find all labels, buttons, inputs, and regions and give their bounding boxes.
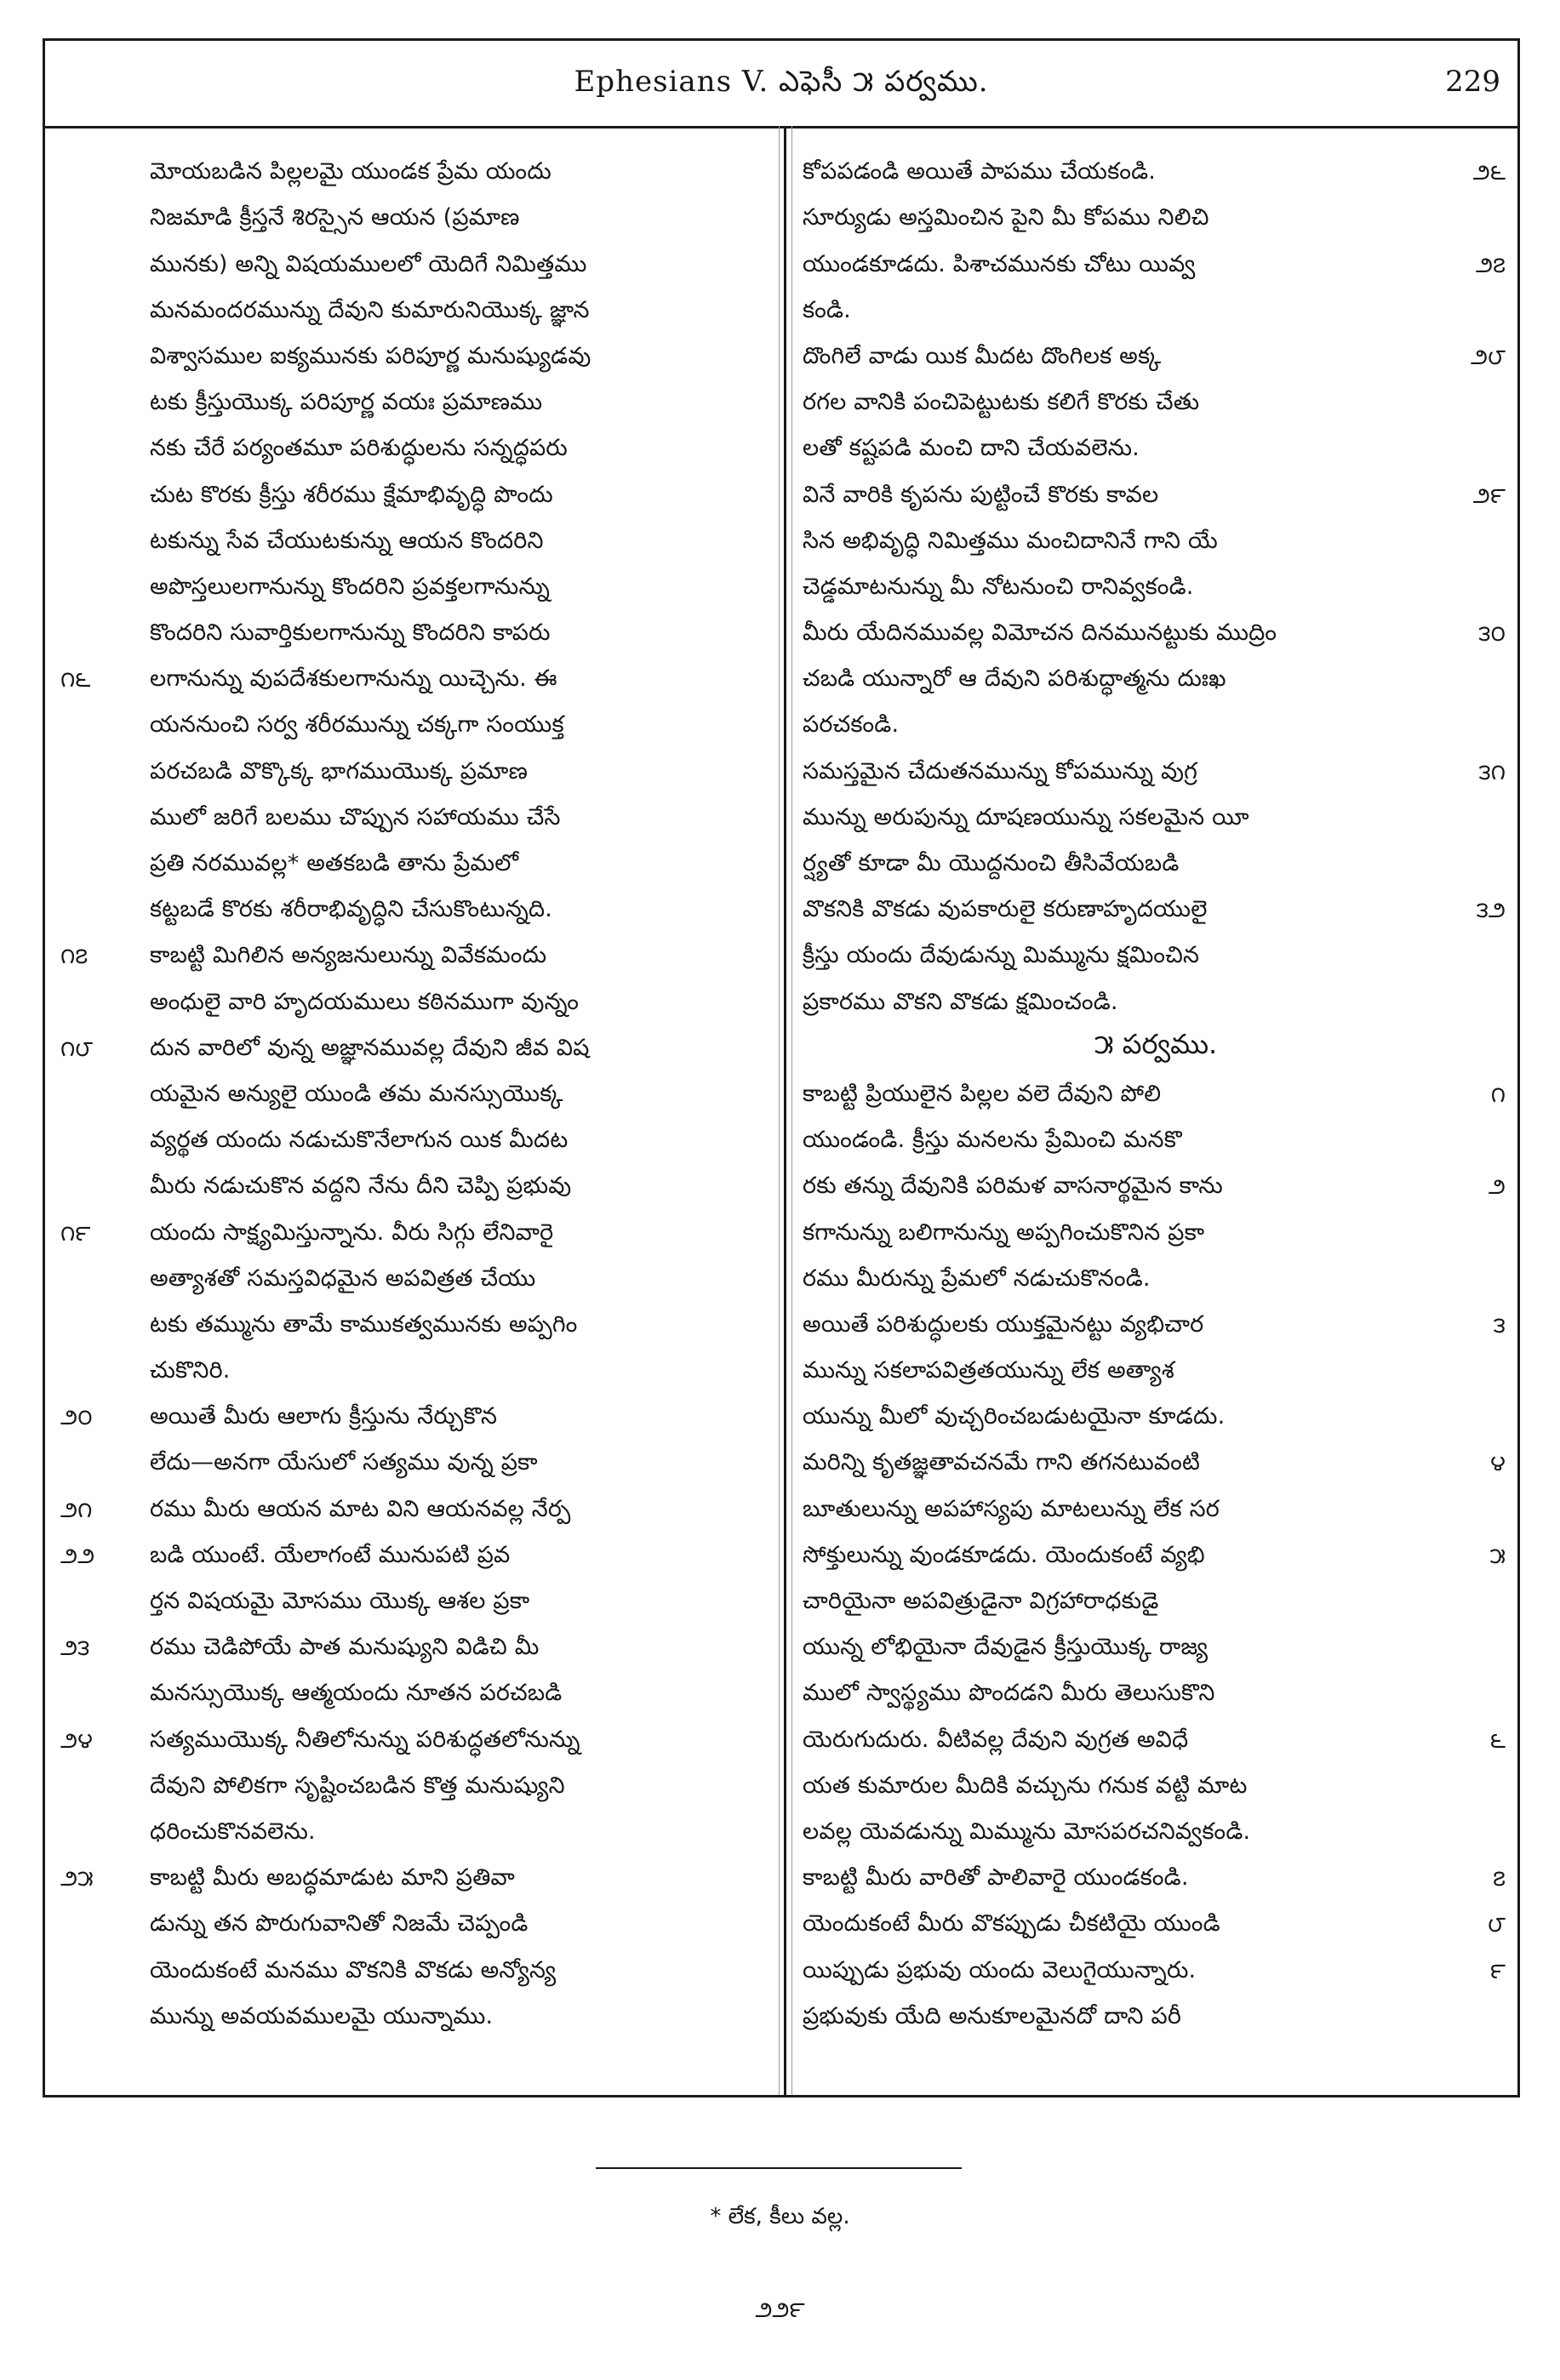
text-line — [57, 1067, 772, 1113]
text-line — [803, 191, 1509, 237]
text-line — [803, 145, 1509, 191]
line-text: అయితే మీరు ఆలాగు క్రీస్తును నేర్చుకొన — [150, 1403, 498, 1430]
verse-number: ౨౨ — [60, 1543, 95, 1569]
line-text: దేవుని పోలికగా సృష్టించబడిన కొత్త మనుష్యుని — [150, 1772, 565, 1799]
text-line — [803, 1252, 1509, 1298]
text-line — [57, 1528, 772, 1574]
line-text: టకున్ను సేవ చేయుటకున్ను ఆయన కొందరిని — [150, 527, 544, 554]
verse-number: ౨౭ — [1476, 252, 1506, 278]
text-line — [57, 1298, 772, 1344]
text-line — [803, 283, 1509, 329]
verse-number: ౩౦ — [1478, 621, 1506, 648]
text-line — [57, 1759, 772, 1805]
text-line — [803, 1666, 1509, 1712]
text-line — [803, 421, 1509, 467]
text-line — [803, 1759, 1509, 1805]
line-text: మోయబడిన పిల్లలమై యుండక ప్రేమ యందు — [150, 158, 551, 185]
line-text: సిన అభివృద్ధి నిమిత్తము మంచిదానినే గాని యే — [803, 527, 1218, 554]
line-text: రకు తన్ను దేవునికి పరిమళ వాసనార్థమైన కాను — [803, 1173, 1223, 1200]
line-text: అంధులై వారి హృదయములు కఠినముగా వున్నం — [150, 988, 580, 1015]
text-line — [803, 329, 1509, 375]
line-text: ప్రభువుకు యేది అనుకూలమైనదో దాని పరీ — [803, 2002, 1182, 2029]
line-text: మనస్సుయొక్క ఆత్మయందు నూతన పరచబడి — [150, 1680, 563, 1707]
verse-number: ౨౦ — [60, 1405, 93, 1431]
line-text: చబడి యున్నారో ఆ దేవుని పరిశుద్ధాత్మను దుఃఖ — [803, 665, 1226, 693]
verse-number: ౫ — [1489, 1543, 1506, 1569]
line-text: సత్యముయొక్క నీతిలోనున్ను పరిశుద్ధతలోనున్ను — [150, 1726, 580, 1753]
line-text: అత్యాశతో సమస్తవిధమైన అపవిత్రత చేయు — [150, 1264, 536, 1292]
verse-number: ౨౩ — [60, 1635, 90, 1662]
text-line — [57, 606, 772, 652]
text-line — [57, 1481, 772, 1527]
text-line — [803, 1067, 1509, 1113]
verse-number: ౮ — [1488, 1912, 1506, 1938]
text-line — [803, 1435, 1509, 1481]
text-line — [803, 1205, 1509, 1251]
page-header — [45, 41, 1517, 128]
line-text: ములో జరిగే బలము చొప్పున సహాయము చేసే — [150, 803, 561, 830]
line-text: లతో కష్టపడి మంచి దాని చేయవలెను. — [803, 435, 1140, 462]
text-line — [57, 790, 772, 836]
line-text: కొందరిని సువార్తికులగానున్ను కొందరిని కాపరు — [150, 619, 551, 647]
verse-number: ౧౭ — [60, 944, 89, 970]
text-line — [57, 1252, 772, 1298]
line-text: టకు తమ్మును తామే కాముకత్వమునకు అప్పగిం — [150, 1310, 578, 1338]
text-line — [803, 1620, 1509, 1666]
text-line — [57, 1344, 772, 1390]
text-line — [57, 836, 772, 882]
line-text: కాబట్టి మీరు అబద్ధమాడుట మాని ప్రతివా — [150, 1864, 516, 1892]
text-line — [803, 514, 1509, 560]
line-text: యుండకూడదు. పిశాచమునకు చోటు యివ్వ — [803, 250, 1196, 277]
text-line — [803, 375, 1509, 421]
line-text: సూర్యుడు అస్తమించిన పైని మీ కోపము నిలిచి — [803, 204, 1209, 231]
verse-number: ౩ — [1493, 1312, 1506, 1338]
text-line — [803, 1298, 1509, 1344]
line-text: ములో స్వాస్థ్యము పొందడని మీరు తెలుసుకొని — [803, 1680, 1215, 1707]
text-line — [57, 1435, 772, 1481]
running-title: Ephesians V. ఎఫెసీ ౫ పర్వము. — [574, 65, 989, 99]
line-text: బడి యుంటే. యేలాగంటే మునుపటి ప్రవ — [150, 1541, 511, 1568]
text-line — [803, 1943, 1509, 1989]
text-line — [803, 1712, 1509, 1758]
left-column — [57, 145, 772, 2035]
line-text: కండి. — [803, 296, 851, 323]
text-line — [57, 1897, 772, 1943]
verse-number: ౭ — [1493, 1866, 1506, 1892]
line-text: కాబట్టి ప్రియులైన పిల్లల వలె దేవుని పోలి — [803, 1080, 1162, 1107]
text-line — [57, 652, 772, 698]
column-divider — [784, 126, 786, 2095]
line-text: పరచబడి వొక్కొక్క భాగముయొక్క ప్రమాణ — [150, 757, 529, 785]
right-column — [803, 145, 1509, 2035]
text-line — [803, 1344, 1509, 1390]
text-line — [57, 421, 772, 467]
verse-number: ౨౪ — [60, 1727, 93, 1754]
text-line — [803, 744, 1509, 790]
line-text: కగానున్ను బలిగానున్ను అప్పగించుకొనిన ప్రకా — [803, 1219, 1205, 1246]
line-text: దొంగిలే వాడు యిక మీదట దొంగిలక అక్క — [803, 342, 1162, 369]
text-line — [57, 1989, 772, 2035]
line-text: ర్ష్యతో కూడా మీ యొద్దనుంచి తీసివేయబడి — [803, 850, 1180, 876]
text-line — [803, 467, 1509, 513]
verse-number: ౯ — [1489, 1958, 1506, 1984]
line-text: యెందుకంటే మీరు వొకప్పుడు చీకటియై యుండి — [803, 1910, 1220, 1938]
text-line — [57, 560, 772, 606]
line-text: ర్తన విషయమై మోసము యొక్క ఆశల ప్రకా — [150, 1588, 530, 1614]
footnote-rule — [596, 2167, 962, 2169]
verse-number: ౧౬ — [60, 667, 91, 693]
line-text: మీరు నడుచుకొన వద్దని నేను దీని చెప్పి ప్రభువు — [150, 1173, 572, 1200]
line-text: పరచకండి. — [803, 711, 900, 739]
verse-number: ౩౧ — [1478, 759, 1506, 785]
line-text: యిప్పుడు ప్రభువు యందు వెలుగైయున్నారు. — [803, 1956, 1197, 1983]
text-line — [803, 1851, 1509, 1897]
text-line — [803, 1390, 1509, 1435]
text-line — [803, 974, 1509, 1020]
verse-number: ౩౨ — [1476, 898, 1506, 924]
text-line — [57, 329, 772, 375]
text-line — [803, 836, 1509, 882]
line-text: రము మీరు ఆయన మాట విని ఆయనవల్ల నేర్ప — [150, 1495, 571, 1522]
text-line — [57, 698, 772, 744]
verse-number: ౬ — [1489, 1727, 1506, 1754]
text-line — [803, 882, 1509, 928]
line-text: యత కుమారుల మీదికి వచ్చును గనుక వట్టి మాట — [803, 1772, 1248, 1799]
line-text: చుకొనిరి. — [150, 1357, 231, 1384]
text-line — [57, 514, 772, 560]
text-line — [57, 1574, 772, 1620]
line-text: మున్ను సకలాపవిత్రతయున్ను లేక అత్యాశ — [803, 1357, 1174, 1384]
line-text: మున్ను అరుపున్ను దూషణయున్ను సకలమైన యీ — [803, 803, 1249, 830]
text-line — [57, 191, 772, 237]
text-line — [803, 560, 1509, 606]
line-text: సోక్తులున్ను వుండకూడదు. యెందుకంటే వ్యభి — [803, 1541, 1205, 1568]
line-text: కాబట్టి మిగిలిన అన్యజనులున్ను వివేకమందు — [150, 942, 547, 969]
line-text: కట్టబడే కొరకు శరీరాభివృద్ధిని చేసుకొంటున్నది. — [150, 896, 553, 923]
line-text: సమస్తమైన చేదుతనమున్ను కోపమున్ను వుగ్ర — [803, 757, 1198, 785]
column-rule-right — [791, 126, 792, 2095]
verse-number: ౨ — [1488, 1174, 1506, 1201]
line-text: నకు చేరే పర్యంతమూ పరిశుద్ధులను సన్నద్ధపరు — [150, 435, 568, 462]
line-text: రము చెడిపోయే పాత మనుష్యుని విడిచి మీ — [150, 1634, 540, 1661]
line-text: యమైన అన్యులై యుండి తమ మనస్సుయొక్క — [150, 1080, 563, 1107]
line-text: అయితే పరిశుద్ధులకు యుక్తమైనట్టు వ్యభిచార — [803, 1310, 1204, 1338]
line-text: యున్న లోభియైనా దేవుడైన క్రీస్తుయొక్క రాజ్య — [803, 1634, 1209, 1661]
text-line — [57, 1021, 772, 1067]
line-text: వ్యర్థత యందు నడుచుకొనేలాగున యిక మీదట — [150, 1127, 569, 1154]
line-text: యెందుకంటే మనము వొకనికి వొకడు అన్యోన్య — [150, 1956, 557, 1983]
line-text: లేదు—అనగా యేసులో సత్యము వున్న ప్రకా — [150, 1449, 538, 1476]
footnote: * లేక, కీలు వల్ల. — [710, 2204, 850, 2229]
line-text: నిజమాడి క్రీస్తనే శిరస్సైన ఆయన (ప్రమాణ — [150, 204, 520, 231]
text-line — [57, 928, 772, 974]
line-text: ప్రతి నరమువల్ల* అతకబడి తాను ప్రేమలో — [150, 850, 519, 876]
text-line — [57, 1159, 772, 1205]
verse-number: ౨౬ — [1472, 160, 1506, 186]
line-text: విశ్వాసముల ఐక్యమునకు పరిపూర్ణ మనుష్యుడవు — [150, 342, 591, 369]
text-line — [57, 744, 772, 790]
line-text: యున్ను మీలో వుచ్చరించబడుటయైనా కూడదు. — [803, 1403, 1226, 1430]
line-text: అపొస్తలులగానున్ను కొందరిని ప్రవక్తలగానున్ను — [150, 573, 551, 600]
text-line — [57, 467, 772, 513]
line-text: బూతులున్ను అపహాస్యపు మాటలున్ను లేక సర — [803, 1495, 1220, 1522]
line-text: మనమందరమున్ను దేవుని కుమారునియొక్క జ్ఞాన — [150, 296, 590, 323]
line-text: దున వారిలో వున్న అజ్ఞానమువల్ల దేవుని జీవ విష — [150, 1034, 590, 1061]
text-line — [803, 1159, 1509, 1205]
text-line — [57, 1620, 772, 1666]
text-line — [803, 1574, 1509, 1620]
text-line — [803, 1805, 1509, 1851]
text-line — [57, 1390, 772, 1435]
line-text: యందు సాక్ష్యమిస్తున్నాను. వీరు సిగ్గు లేనివారై — [150, 1219, 554, 1246]
text-line — [803, 1481, 1509, 1527]
text-line — [57, 1851, 772, 1897]
signature-mark: ౨౨౯ — [755, 2297, 805, 2323]
text-line — [57, 1666, 772, 1712]
line-text: క్రీస్తు యందు దేవుడున్ను మిమ్మును క్షమించిన — [803, 942, 1200, 969]
text-line — [803, 237, 1509, 283]
verse-number: ౨౯ — [1472, 482, 1506, 509]
line-text: వినే వారికి కృపను పుట్టించే కొరకు కావల — [803, 481, 1159, 508]
line-text: లవల్ల యెవడున్ను మిమ్మును మోసపరచనివ్వకండి. — [803, 1818, 1251, 1845]
text-line — [57, 375, 772, 421]
text-line — [803, 698, 1509, 744]
text-line — [57, 974, 772, 1020]
verse-number: ౧౮ — [60, 1036, 94, 1062]
line-text: వొకనికి వొకడు వుపకారులై కరుణాహృదయులై — [803, 896, 1208, 923]
line-text: చారియైనా అపవిత్రుడైనా విగ్రహారాధకుడై — [803, 1588, 1159, 1614]
line-text: చెడ్డమాటనున్ను మీ నోటనుంచి రానివ్వకండి. — [803, 573, 1194, 600]
line-text: డున్ను తన పొరుగువానితో నిజమే చెప్పండి — [150, 1910, 529, 1938]
text-line — [57, 882, 772, 928]
line-text: రగల వానికి పంచిపెట్టుటకు కలిగే కొరకు చేతు — [803, 389, 1200, 416]
text-line — [803, 1897, 1509, 1943]
verse-number: ౧ — [1490, 1082, 1506, 1108]
text-line — [803, 1528, 1509, 1574]
text-line — [57, 1805, 772, 1851]
verse-number: ౨౮ — [1471, 344, 1506, 370]
line-text: కోపపడండి అయితే పాపము చేయకండి. — [803, 158, 1157, 185]
line-text: ప్రకారము వొకని వొకడు క్షమించండి. — [803, 988, 1118, 1015]
line-text: లగానున్ను వుపదేశకులగానున్ను యిచ్చెను. ఈ — [150, 665, 557, 693]
line-text: మరిన్ని కృతజ్ఞతావచనమే గాని తగనటువంటి — [803, 1449, 1201, 1476]
line-text: యననుంచి సర్వ శరీరమున్ను చక్కగా సంయుక్త — [150, 711, 564, 739]
page-frame — [43, 38, 1520, 2097]
verse-number: ౨౫ — [60, 1866, 94, 1892]
text-line — [57, 237, 772, 283]
text-line — [803, 1113, 1509, 1159]
line-text: టకు క్రీస్తుయొక్క పరిపూర్ణ వయః ప్రమాణము — [150, 389, 543, 416]
line-text: యుండండి. క్రీస్తు మనలను ప్రేమించి మనకొ — [803, 1127, 1182, 1154]
text-line — [57, 283, 772, 329]
chapter-heading: ౫ పర్వము. — [1094, 1027, 1218, 1060]
line-text: మీరు యేదినమువల్ల విమోచన దినమునట్టుకు ముద్రిం — [803, 619, 1277, 647]
text-line — [57, 145, 772, 191]
line-text: యెరుగుదురు. వీటివల్ల దేవుని వుగ్రత అవిధే — [803, 1726, 1189, 1753]
text-line — [57, 1712, 772, 1758]
line-text: ధరించుకొనవలెను. — [150, 1818, 316, 1845]
line-text: రము మీరున్ను ప్రేమలో నడుచుకొనండి. — [803, 1264, 1151, 1292]
line-text: కాబట్టి మీరు వారితో పాలివారై యుండకండి. — [803, 1864, 1189, 1892]
text-line — [57, 1113, 772, 1159]
line-text: మున్ను అవయవములమై యున్నాము. — [150, 2002, 494, 2029]
column-rule-left — [779, 126, 780, 2095]
verse-number: ౨౧ — [60, 1497, 93, 1523]
text-line — [803, 606, 1509, 652]
text-line — [803, 1989, 1509, 2035]
text-line — [803, 928, 1509, 974]
line-text: చుట కొరకు క్రీస్తు శరీరము క్షేమాభివృద్ధి పొందు — [150, 481, 553, 508]
verse-number: ౧౯ — [60, 1220, 91, 1247]
line-text: మునకు) అన్ని విషయములలో యెదిగే నిమిత్తము — [150, 250, 587, 277]
text-line — [57, 1943, 772, 1989]
text-line — [803, 652, 1509, 698]
text-line — [57, 1205, 772, 1251]
verse-number: ౪ — [1490, 1451, 1506, 1477]
page-number: 229 — [1445, 65, 1500, 99]
text-line — [803, 790, 1509, 836]
